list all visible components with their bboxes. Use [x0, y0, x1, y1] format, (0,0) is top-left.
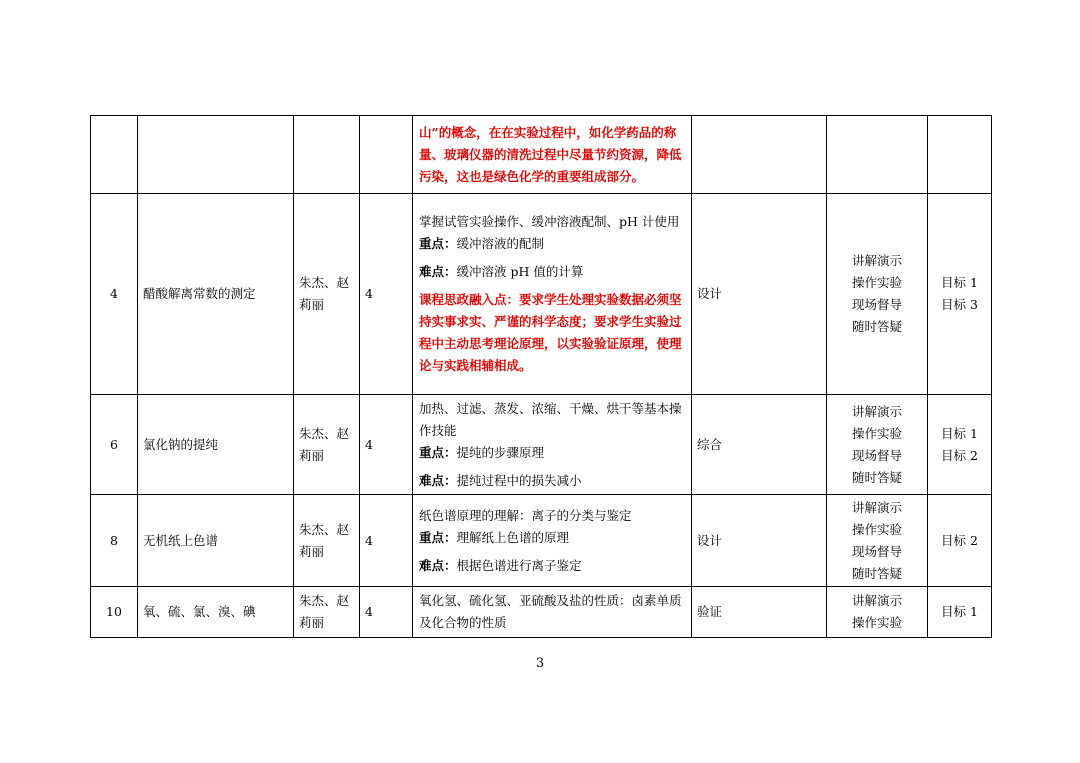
difficult-point: 难点：根据色谱进行离子鉴定: [419, 557, 582, 573]
difficult-point: 难点：提纯过程中的损失减小: [419, 472, 582, 488]
cell-name: [138, 116, 294, 194]
cell-name: 氧、硫、氯、溴、碘: [138, 587, 294, 638]
cell-name: 氯化钠的提纯: [138, 395, 294, 495]
content-text: 掌握试管实验操作、缓冲溶液配制、pH 计使用: [419, 214, 680, 229]
cell-targets: 目标 1 目标 2: [928, 395, 992, 495]
ideology-text: 课程思政融入点：要求学生处理实验数据必须坚持实事求实、严谨的科学态度；要求学生实验过程中主动思考理论原理，以实验验证原理，使理论与实践相辅相成。: [419, 292, 682, 373]
cell-content: [413, 116, 692, 194]
cell-content: [413, 495, 692, 587]
table-row: [91, 495, 992, 587]
cell-hours: 4: [360, 194, 413, 395]
cell-type: [692, 116, 827, 194]
cell-no: 8: [91, 495, 138, 587]
table-row: [91, 116, 992, 194]
cell-no: [91, 116, 138, 194]
cell-targets: 目标 1: [928, 587, 992, 638]
cell-content: [413, 194, 692, 395]
cell-teacher: [294, 116, 360, 194]
cell-targets: 目标 1 目标 3: [928, 194, 992, 395]
ideology-text: 山”的概念，在在实验过程中，如化学药品的称量、玻璃仪器的清洗过程中尽量节约资源，降低污染，这也是绿色化学的重要组成部分。: [419, 124, 682, 184]
cell-name: 醋酸解离常数的测定: [138, 194, 294, 395]
cell-methods: 讲解演示 操作实验 现场督导 随时答疑: [827, 194, 928, 395]
table-row: [91, 395, 992, 495]
cell-type: 综合: [692, 395, 827, 495]
page-number: 3: [535, 656, 545, 671]
cell-content: [413, 587, 692, 638]
table-row: [91, 194, 992, 395]
cell-no: 4: [91, 194, 138, 395]
content-text: 氧化氢、硫化氢、亚硫酸及盐的性质：卤素单质及化合物的性质: [419, 593, 682, 630]
cell-teacher: 朱杰、赵莉丽: [294, 395, 360, 495]
key-point: 重点：理解纸上色谱的原理: [419, 529, 570, 545]
cell-teacher: 朱杰、赵莉丽: [294, 587, 360, 638]
cell-hours: 4: [360, 495, 413, 587]
cell-name: 无机纸上色谱: [138, 495, 294, 587]
cell-methods: 讲解演示 操作实验 现场督导 随时答疑: [827, 495, 928, 587]
cell-hours: 4: [360, 587, 413, 638]
key-point: 重点：提纯的步骤原理: [419, 444, 545, 460]
cell-type: 设计: [692, 495, 827, 587]
table-row: [91, 587, 992, 638]
cell-hours: [360, 116, 413, 194]
cell-methods: 讲解演示 操作实验 现场督导 随时答疑: [827, 395, 928, 495]
content-text: 加热、过滤、蒸发、浓缩、干燥、烘干等基本操作技能: [419, 400, 682, 438]
key-point: 重点：缓冲溶液的配制: [419, 236, 545, 251]
difficult-point: 难点：缓冲溶液 pH 值的计算: [419, 264, 584, 279]
cell-type: 验证: [692, 587, 827, 638]
course-table: [90, 115, 992, 638]
cell-hours: 4: [360, 395, 413, 495]
cell-type: 设计: [692, 194, 827, 395]
cell-methods: [827, 116, 928, 194]
cell-targets: 目标 2: [928, 495, 992, 587]
cell-content: [413, 395, 692, 495]
content-text: 纸色谱原理的理解：离子的分类与鉴定: [419, 507, 632, 523]
cell-teacher: 朱杰、赵莉丽: [294, 495, 360, 587]
cell-targets: [928, 116, 992, 194]
cell-no: 10: [91, 587, 138, 638]
cell-no: 6: [91, 395, 138, 495]
cell-methods: 讲解演示 操作实验: [827, 587, 928, 638]
cell-teacher: 朱杰、赵莉丽: [294, 194, 360, 395]
